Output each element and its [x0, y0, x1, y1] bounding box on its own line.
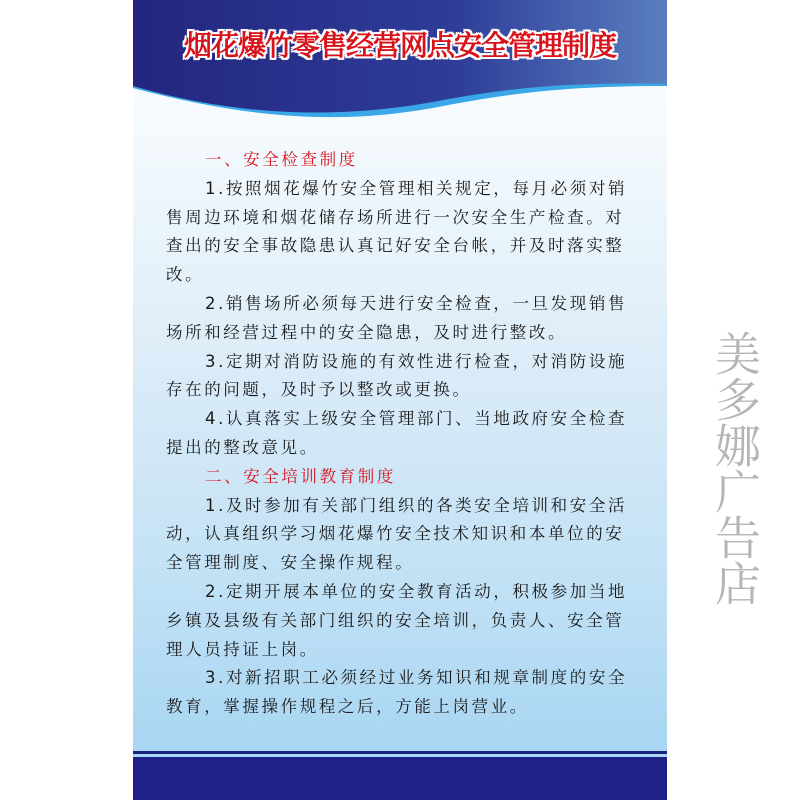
watermark: 美多娜广告店 — [708, 330, 762, 606]
paragraph-line: 乡镇及县级有关部门组织的安全培训，负责人、安全管 — [166, 610, 625, 630]
paragraph-line: 售周边环境和烟花储存场所进行一次安全生产检查。对 — [166, 207, 625, 227]
paragraph-line: 场所和经营过程中的安全隐患，及时进行整改。 — [166, 322, 568, 342]
section-heading: 一、安全检查制度 — [205, 150, 358, 169]
paragraph-line: 2.销售场所必须每天进行安全检查，一旦发现销售 — [205, 293, 628, 313]
paragraph-line: 1.按照烟花爆竹安全管理相关规定，每月必须对销 — [205, 178, 628, 198]
paragraph-line: 改。 — [166, 265, 205, 285]
paragraph-line: 教育，掌握操作规程之后，方能上岗营业。 — [166, 697, 529, 717]
footer-bar — [133, 757, 667, 800]
poster-content — [166, 146, 646, 722]
paragraph-line: 全管理制度、安全操作规程。 — [166, 553, 415, 573]
paragraph-line: 存在的问题，及时予以整改或更换。 — [166, 380, 472, 400]
paragraph-line: 2.定期开展本单位的安全教育活动，积极参加当地 — [205, 581, 628, 601]
paragraph-line: 3.定期对消防设施的有效性进行检查，对消防设施 — [205, 351, 628, 371]
section-heading: 二、安全培训教育制度 — [205, 466, 396, 486]
header-wave-banner — [133, 0, 667, 130]
paragraph-line: 4.认真落实上级安全管理部门、当地政府安全检查 — [205, 409, 628, 429]
poster-title: 烟花爆竹零售经营网点安全管理制度 — [183, 29, 616, 62]
paragraph-line: 1.及时参加有关部门组织的各类安全培训和安全活 — [205, 495, 628, 515]
paragraph-line: 提出的整改意见。 — [166, 437, 319, 457]
paragraph-line: 理人员持证上岗。 — [166, 639, 319, 659]
safety-poster — [133, 0, 667, 800]
paragraph-line: 动，认真组织学习烟花爆竹安全技术知识和本单位的安 — [166, 524, 625, 544]
footer-divider — [133, 751, 667, 754]
paragraph-line: 查出的安全事故隐患认真记好安全台帐，并及时落实整 — [166, 236, 625, 256]
paragraph-line: 3.对新招职工必须经过业务知识和规章制度的安全 — [205, 668, 628, 688]
